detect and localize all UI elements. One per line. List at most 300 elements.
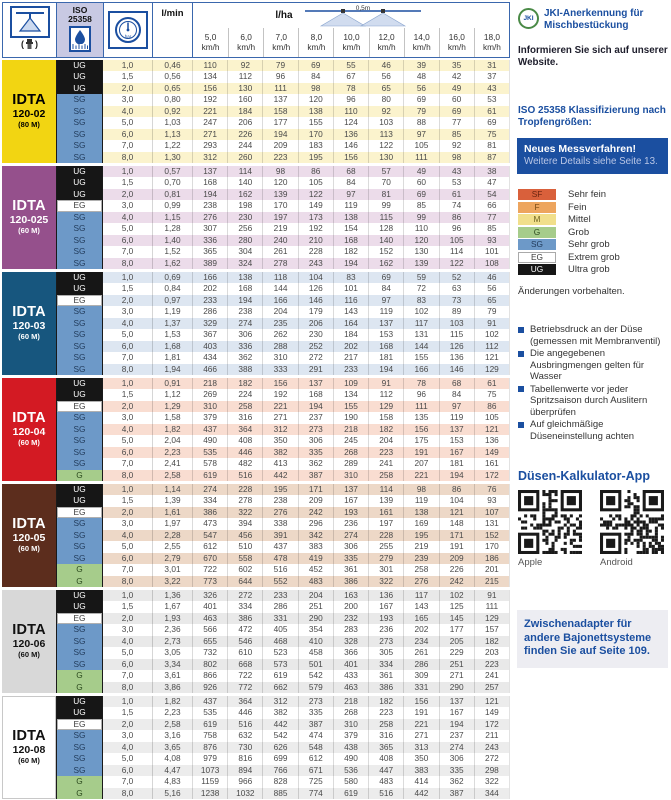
- table-row: [56, 378, 509, 390]
- lha-cell: 63: [439, 283, 474, 295]
- lha-cell: 433: [333, 670, 368, 682]
- lha-cell: 130: [227, 83, 262, 95]
- lha-cell: 131: [403, 329, 438, 341]
- lha-cell: 732: [192, 647, 227, 659]
- lha-cell: 251: [439, 659, 474, 671]
- flow-cell: 1,53: [152, 329, 192, 341]
- lha-cell: 166: [403, 364, 438, 376]
- pressure-cell: 1,5: [121, 495, 134, 505]
- lha-cell: 155: [333, 401, 368, 413]
- speed-header: 7,0 km/h: [263, 28, 298, 57]
- lha-cell: 350: [403, 753, 438, 765]
- lha-cell: 334: [227, 601, 262, 613]
- pressure-cell: 8,0: [121, 575, 134, 586]
- lha-cell: 866: [192, 670, 227, 682]
- lha-cell: 152: [474, 530, 509, 542]
- table-row: [56, 341, 509, 353]
- lha-cell: 490: [333, 753, 368, 765]
- nozzle-group-label: [2, 166, 56, 270]
- lha-cell: 278: [227, 495, 262, 507]
- lha-cell: 456: [227, 530, 262, 542]
- lha-cell: 166: [262, 295, 297, 307]
- droplet-class-cell: SG: [56, 94, 103, 106]
- lha-cell: 365: [192, 246, 227, 258]
- lha-cell: 140: [227, 177, 262, 189]
- droplet-class-cell: G: [56, 788, 103, 800]
- legend-row: [518, 189, 668, 200]
- flow-cell: 2,41: [152, 458, 192, 470]
- lha-cell: 190: [333, 412, 368, 424]
- group-series: IDTA: [12, 410, 46, 427]
- nozzle-table-body: [2, 60, 510, 800]
- lha-cell: 68: [333, 166, 368, 178]
- nozzle-group: [2, 590, 510, 694]
- pressure-cell: 5,0: [121, 117, 134, 127]
- lha-cell: 98: [403, 484, 438, 496]
- lha-cell: 97: [368, 295, 403, 307]
- flow-column-header: l/min: [153, 3, 193, 57]
- lha-cell: 223: [368, 707, 403, 719]
- droplet-class-cell: EG: [56, 295, 103, 307]
- lha-cell: 329: [192, 318, 227, 330]
- lha-cell: 105: [439, 235, 474, 247]
- flow-cell: 1,68: [152, 341, 192, 353]
- nozzle-group-label: [2, 378, 56, 482]
- lha-cell: 175: [403, 435, 438, 447]
- lha-cell: 662: [262, 682, 297, 694]
- lha-cell: 472: [227, 624, 262, 636]
- lha-cell: 103: [368, 117, 403, 129]
- lha-cell: 204: [368, 435, 403, 447]
- lha-cell: 228: [368, 530, 403, 542]
- flow-cell: 2,23: [152, 707, 192, 719]
- speed-header: 12,0 km/h: [369, 28, 404, 57]
- lha-cell: 310: [262, 352, 297, 364]
- usage-note-item: Betriebsdruck an der Düse (gemessen mit Membranventil): [518, 324, 668, 347]
- speed-header: 6,0 km/h: [228, 28, 263, 57]
- group-code: 120-03: [12, 320, 46, 333]
- lha-cell: 241: [368, 458, 403, 470]
- pressure-cell: 2,0: [121, 612, 134, 623]
- group-note: (60 M): [18, 332, 40, 342]
- lha-cell: 136: [474, 435, 509, 447]
- pressure-cell: 5,0: [121, 223, 134, 233]
- lha-cell: 269: [192, 389, 227, 401]
- table-row: [56, 295, 509, 307]
- lha-cell: 102: [403, 306, 438, 318]
- lha-cell: 354: [298, 624, 333, 636]
- lha-cell: 118: [262, 272, 297, 284]
- table-row: [56, 189, 509, 201]
- lha-cell: 107: [474, 507, 509, 519]
- lha-cell: 168: [227, 283, 262, 295]
- sidebar: [510, 0, 671, 800]
- lha-cell: 172: [474, 719, 509, 731]
- lha-cell: 38: [474, 166, 509, 178]
- lha-cell: 99: [368, 200, 403, 212]
- lha-cell: 306: [227, 329, 262, 341]
- lha-cell: 59: [403, 272, 438, 284]
- lha-cell: 198: [227, 200, 262, 212]
- lha-cell: 98: [439, 152, 474, 164]
- pressure-cell: 2,0: [121, 400, 134, 411]
- legend-label: Grob: [568, 226, 590, 238]
- lha-cell: 192: [298, 223, 333, 235]
- lha-cell: 335: [439, 765, 474, 777]
- pressure-gauge-icon: [108, 11, 148, 49]
- lha-cell: 60: [403, 177, 438, 189]
- lha-cell: 98: [262, 166, 297, 178]
- lha-cell: 389: [192, 258, 227, 270]
- droplet-class-cell: SG: [56, 318, 103, 330]
- lha-cell: 304: [227, 246, 262, 258]
- lha-cell: 56: [403, 83, 438, 95]
- table-row: [56, 670, 509, 682]
- lha-cell: 542: [262, 730, 297, 742]
- lha-cell: 306: [298, 435, 333, 447]
- lha-cell: 110: [192, 60, 227, 72]
- lha-cell: 272: [474, 753, 509, 765]
- lha-cell: 542: [298, 670, 333, 682]
- pressure-cell: 7,0: [121, 670, 134, 680]
- lha-cell: 382: [262, 707, 297, 719]
- droplet-class-cell: SG: [56, 106, 103, 118]
- legend-label: Fein: [568, 201, 587, 213]
- lha-cell: 93: [474, 235, 509, 247]
- lha-cell: 394: [227, 518, 262, 530]
- lha-cell: 262: [262, 329, 297, 341]
- flow-cell: 4,83: [152, 776, 192, 788]
- lha-cell: 119: [403, 495, 438, 507]
- lha-cell: 195: [262, 484, 297, 496]
- lha-cell: 86: [439, 484, 474, 496]
- lha-cell: 105: [298, 177, 333, 189]
- lha-cell: 92: [439, 140, 474, 152]
- droplet-class-cell: SG: [56, 730, 103, 742]
- nozzle-group: [2, 272, 510, 376]
- lha-cell: 387: [439, 788, 474, 800]
- lha-cell: 84: [298, 71, 333, 83]
- lha-cell: 136: [439, 352, 474, 364]
- lha-cell: 69: [474, 117, 509, 129]
- lha-cell: 97: [403, 129, 438, 141]
- pressure-cell: 7,0: [121, 776, 134, 786]
- pressure-cell: 4,0: [121, 105, 134, 116]
- lha-cell: 96: [403, 389, 438, 401]
- nozzle-column-header: [3, 3, 57, 57]
- lha-cell: 362: [227, 352, 262, 364]
- lha-cell: 206: [298, 318, 333, 330]
- lha-cell: 774: [298, 788, 333, 800]
- lha-cell: 271: [192, 129, 227, 141]
- lha-cell: 75: [474, 129, 509, 141]
- flow-cell: 1,36: [152, 590, 192, 602]
- lha-cell: 322: [474, 776, 509, 788]
- lha-cell: 223: [368, 447, 403, 459]
- lha-cell: 224: [227, 389, 262, 401]
- lha-cell: 134: [333, 389, 368, 401]
- flow-cell: 0,99: [152, 200, 192, 212]
- droplet-class-cell: SG: [56, 636, 103, 648]
- flow-cell: 1,58: [152, 412, 192, 424]
- lha-cell: 98: [298, 83, 333, 95]
- lha-cell: 68: [439, 378, 474, 390]
- nozzle-group: [2, 60, 510, 164]
- lha-cell: 191: [403, 447, 438, 459]
- flow-cell: 1,30: [152, 152, 192, 164]
- qr-codes: [518, 490, 668, 554]
- lha-cell: 194: [333, 258, 368, 270]
- lha-cell: 261: [262, 246, 297, 258]
- pressure-cell: 6,0: [121, 128, 134, 139]
- lha-cell: 722: [227, 670, 262, 682]
- lha-cell: 138: [403, 507, 438, 519]
- lha-cell: 91: [368, 378, 403, 390]
- lha-cell: 668: [227, 659, 262, 671]
- flow-cell: 0,70: [152, 177, 192, 189]
- lha-cell: 85: [403, 200, 438, 212]
- table-row: [56, 530, 509, 542]
- lha-cell: 437: [192, 424, 227, 436]
- lha-cell: 143: [403, 601, 438, 613]
- speed-header: 14,0 km/h: [404, 28, 439, 57]
- lha-cell: 168: [192, 177, 227, 189]
- paren-open: (: [21, 39, 24, 49]
- lha-cell: 49: [439, 83, 474, 95]
- table-row: [56, 200, 509, 212]
- legend-label: Sehr grob: [568, 239, 610, 250]
- lha-cell: 383: [403, 765, 438, 777]
- lha-cell: 240: [262, 235, 297, 247]
- pressure-cell: 7,0: [121, 564, 134, 574]
- lha-cell: 286: [262, 601, 297, 613]
- lha-cell: 61: [474, 106, 509, 118]
- lha-cell: 218: [333, 696, 368, 708]
- pressure-cell: 8,0: [121, 363, 134, 374]
- lha-cell: 405: [262, 624, 297, 636]
- lha-cell: 146: [333, 140, 368, 152]
- droplet-class-cell: SG: [56, 541, 103, 553]
- lha-cell: 316: [368, 730, 403, 742]
- lha-cell: 155: [403, 352, 438, 364]
- lha-cell: 241: [474, 670, 509, 682]
- lha-cell: 257: [474, 682, 509, 694]
- droplet-class-cell: UG: [56, 601, 103, 613]
- flow-cell: 1,62: [152, 258, 192, 270]
- lha-cell: 442: [262, 470, 297, 482]
- flow-cell: 3,01: [152, 564, 192, 576]
- lha-cell: 387: [298, 719, 333, 731]
- lha-cell: 114: [368, 484, 403, 496]
- table-row: [56, 518, 509, 530]
- droplet-class-cell: SG: [56, 223, 103, 235]
- lha-cell: 112: [368, 389, 403, 401]
- flow-cell: 1,67: [152, 601, 192, 613]
- droplet-class-cell: SG: [56, 258, 103, 270]
- nozzle-group-label: [2, 60, 56, 164]
- lha-cell: 632: [227, 730, 262, 742]
- lha-cell: 139: [368, 495, 403, 507]
- lha-cell: 56: [368, 71, 403, 83]
- droplet-class-cell: EG: [56, 401, 103, 413]
- lha-cell: 322: [368, 576, 403, 588]
- lha-cell: 272: [298, 352, 333, 364]
- lha-cell: 79: [474, 306, 509, 318]
- droplet-class-cell: SG: [56, 553, 103, 565]
- pressure-cell: 6,0: [121, 764, 134, 775]
- legend-row: [518, 239, 668, 250]
- legend-chip-sf: SF: [518, 189, 556, 200]
- lha-cell: 365: [368, 742, 403, 754]
- lha-cell: 139: [403, 258, 438, 270]
- lha-cell: 274: [227, 318, 262, 330]
- droplet-class-cell: UG: [56, 83, 103, 95]
- nozzle-group-label: [2, 696, 56, 800]
- lha-cell: 103: [439, 318, 474, 330]
- lha-cell: 168: [298, 389, 333, 401]
- pressure-cell: 2,0: [121, 718, 134, 729]
- table-row: [56, 306, 509, 318]
- lha-cell: 293: [192, 140, 227, 152]
- lha-cell: 48: [403, 71, 438, 83]
- flow-cell: 3,16: [152, 730, 192, 742]
- lha-cell: 463: [192, 613, 227, 625]
- pressure-cell: 1,0: [121, 165, 134, 176]
- lha-cell: 167: [333, 495, 368, 507]
- flow-cell: 4,08: [152, 753, 192, 765]
- droplet-class-cell: UG: [56, 378, 103, 390]
- lha-cell: 115: [439, 329, 474, 341]
- pressure-cell: 6,0: [121, 234, 134, 245]
- lha-cell: 46: [474, 272, 509, 284]
- lha-cell: 86: [298, 166, 333, 178]
- group-code: 120-08: [12, 744, 46, 757]
- pressure-cell: 2,0: [121, 294, 134, 305]
- lha-cell: 209: [262, 140, 297, 152]
- speed-header: 16,0 km/h: [439, 28, 474, 57]
- lha-cell: 401: [333, 659, 368, 671]
- lha-cell: 219: [262, 223, 297, 235]
- lha-cell: 84: [368, 283, 403, 295]
- pressure-cell: 1,0: [121, 377, 134, 388]
- lha-cell: 452: [298, 564, 333, 576]
- lha-cell: 61: [474, 378, 509, 390]
- pressure-cell: 4,0: [121, 635, 134, 646]
- lha-cell: 117: [403, 318, 438, 330]
- lha-cell: 69: [368, 272, 403, 284]
- droplet-size-legend: [518, 189, 668, 275]
- lha-cell: 194: [262, 129, 297, 141]
- lha-cell: 516: [368, 788, 403, 800]
- flow-cell: 2,23: [152, 447, 192, 459]
- group-rows: [56, 166, 510, 270]
- lha-cell: 536: [333, 765, 368, 777]
- lha-cell: 86: [439, 212, 474, 224]
- notice-title: Neues Messverfahren!: [524, 143, 637, 155]
- table-row: [56, 776, 509, 788]
- lha-cell: 85: [439, 129, 474, 141]
- pressure-cell: 4,0: [121, 529, 134, 540]
- lha-cell: 97: [333, 189, 368, 201]
- lha-cell: 670: [192, 553, 227, 565]
- lha-cell: 271: [439, 670, 474, 682]
- lha-cell: 122: [298, 189, 333, 201]
- table-row: [56, 788, 509, 800]
- lha-cell: 136: [368, 590, 403, 602]
- lha-cell: 258: [227, 401, 262, 413]
- table-row: [56, 753, 509, 765]
- flow-cell: 3,05: [152, 647, 192, 659]
- lha-cell: 273: [298, 424, 333, 436]
- lha-cell: 149: [474, 707, 509, 719]
- pressure-cell: 5,0: [121, 435, 134, 445]
- lha-cell: 219: [403, 541, 438, 553]
- qr-labels: [518, 557, 668, 568]
- nozzle-group-label: [2, 272, 56, 376]
- nozzle-icon: [10, 6, 50, 38]
- lha-cell: 244: [227, 140, 262, 152]
- legend-row: [518, 227, 668, 238]
- lha-cell: 298: [474, 765, 509, 777]
- group-code: 120-04: [12, 426, 46, 439]
- lha-cell: 408: [368, 753, 403, 765]
- table-row: [56, 60, 509, 72]
- lha-cell: 102: [474, 329, 509, 341]
- lha-cell: 138: [298, 106, 333, 118]
- flow-cell: 2,58: [152, 719, 192, 731]
- usage-notes-list: [518, 324, 668, 442]
- svg-text:bar: bar: [124, 34, 132, 39]
- droplet-class-cell: UG: [56, 71, 103, 83]
- table-row: [56, 364, 509, 376]
- table-row: [56, 329, 509, 341]
- lha-cell: 610: [227, 647, 262, 659]
- lha-cell: 79: [262, 60, 297, 72]
- lha-cell: 215: [474, 576, 509, 588]
- lha-cell: 442: [403, 788, 438, 800]
- droplet-class-cell: UG: [56, 495, 103, 507]
- lha-cell: 535: [192, 447, 227, 459]
- lha-cell: 167: [368, 601, 403, 613]
- flow-cell: 1,61: [152, 507, 192, 519]
- lha-cell: 245: [333, 435, 368, 447]
- lha-cell: 124: [333, 117, 368, 129]
- lha-cell: 121: [474, 424, 509, 436]
- lha-cell: 83: [333, 272, 368, 284]
- lha-cell: 338: [262, 518, 297, 530]
- lha-cell: 125: [439, 601, 474, 613]
- speed-headers: [193, 28, 509, 57]
- speed-header: 10,0 km/h: [333, 28, 368, 57]
- flow-cell: 2,04: [152, 435, 192, 447]
- pressure-cell: 6,0: [121, 658, 134, 669]
- droplet-class-cell: SG: [56, 152, 103, 164]
- table-row: [56, 272, 509, 284]
- lha-cell: 182: [474, 636, 509, 648]
- lha-cell: 153: [368, 329, 403, 341]
- lha-cell: 386: [192, 507, 227, 519]
- table-row: [56, 71, 509, 83]
- lha-cell: 120: [262, 177, 297, 189]
- lha-cell: 112: [474, 341, 509, 353]
- lha-cell: 816: [227, 753, 262, 765]
- flow-cell: 1,82: [152, 696, 192, 708]
- lha-cell: 238: [192, 200, 227, 212]
- lha-cell: 236: [368, 624, 403, 636]
- lha-cell: 243: [298, 258, 333, 270]
- table-row: [56, 352, 509, 364]
- lha-cell: 162: [227, 189, 262, 201]
